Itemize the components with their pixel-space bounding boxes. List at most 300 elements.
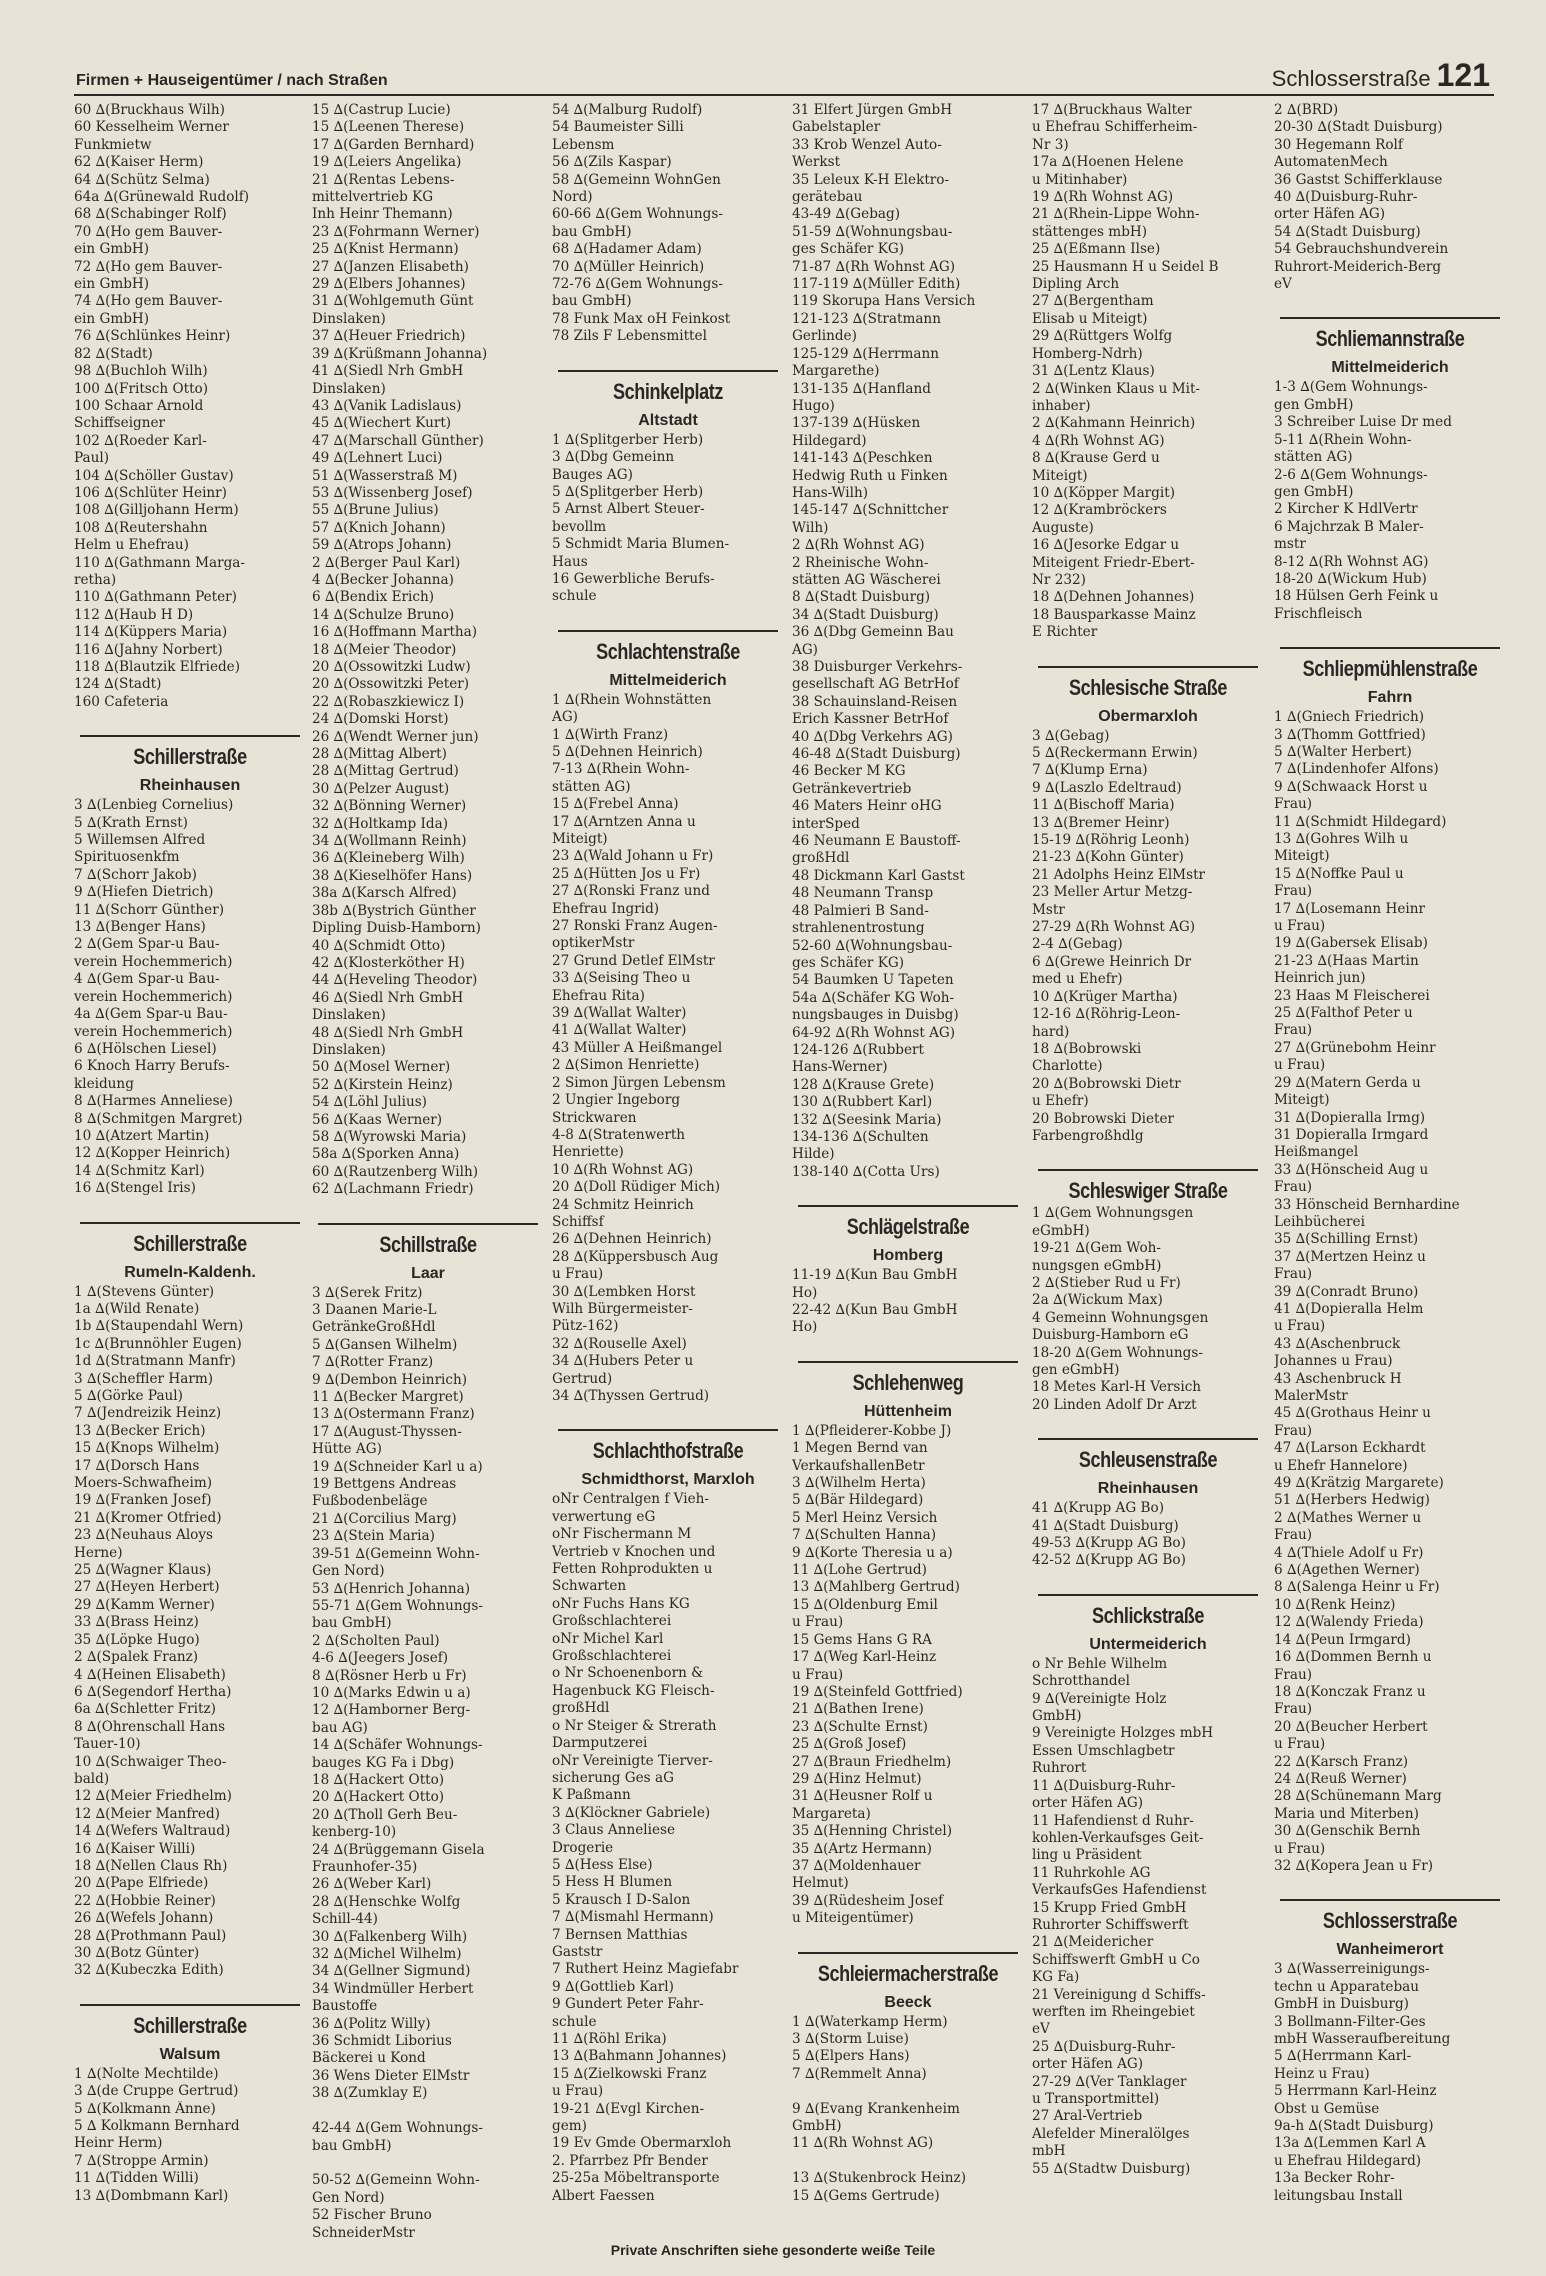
directory-entry: ein GmbH) [74,310,150,327]
directory-entry: u Frau) [1274,1736,1326,1753]
directory-entry: 45 ∆(Wiechert Kurt) [312,415,452,432]
directory-entry: 20 Bobrowski Dieter [1032,1110,1174,1127]
street-section [792,102,1024,1181]
street-title: Schlägelstraße [846,1214,970,1240]
directory-entry: ling u Präsident [1032,1847,1142,1864]
directory-entry: 1a ∆(Wild Renate) [74,1300,200,1317]
directory-entry: stätten AG) [1274,449,1353,466]
directory-entry: 20 ∆(Hackert Otto) [312,1789,445,1806]
directory-entry: Margareta) [792,1805,871,1822]
directory-entry: 3 Schreiber Luise Dr med [1274,414,1452,431]
directory-entry: Ruhrort-Meiderich-Berg [1274,258,1442,275]
street-section [1274,1899,1506,2205]
directory-entry: 34 ∆(Gellner Sigmund) [312,1963,471,1980]
section-divider [1038,666,1258,668]
directory-entry: GmbH) [1032,1708,1082,1725]
directory-entry: 33 Krob Wenzel Auto- [792,136,942,153]
district-name: Wanheimerort [1336,1941,1444,1959]
street-section [792,1205,1024,1337]
directory-entry: 53 ∆(Henrich Johanna) [312,1580,471,1597]
directory-entry: 8 ∆(Stadt Duisburg) [792,589,931,606]
street-title: Schillstraße [379,1231,477,1257]
directory-entry: 11 ∆(Rh Wohnst AG) [792,2135,934,2152]
directory-entry: 6 ∆(Agethen Werner) [1274,1562,1420,1579]
directory-entry: 16 ∆(Dommen Bernh u [1274,1649,1432,1666]
directory-entry: 50-52 ∆(Gemeinn Wohn- [312,2172,480,2189]
directory-entry: 64-92 ∆(Rh Wohnst AG) [792,1024,956,1041]
directory-entry: 27 Aral-Vertrieb [1032,2108,1143,2125]
directory-entry: Farbengroßhdlg [1032,1127,1144,1144]
directory-entry: Bäckerei u Kond [312,2050,426,2067]
directory-entry: Hans-Werner) [792,1059,888,1076]
street-section [552,630,784,1406]
directory-entry: 30 ∆(Lembken Horst [552,1283,696,1300]
directory-entry: Schill-44) [312,1911,378,1928]
directory-entry: 119 Skorupa Hans Versich [792,293,976,310]
section-divider [1038,1169,1258,1171]
directory-entry: 21 ∆(Corcilius Marg) [312,1510,457,1527]
directory-entry: 1 ∆(Rhein Wohnstätten [552,691,712,708]
street-section [1032,102,1264,642]
directory-entry: 18 Metes Karl-H Versich [1032,1379,1202,1396]
directory-entry: nungsbauges in Duisbg) [792,1007,959,1024]
directory-entry: orter Häfen AG) [1032,1795,1144,1812]
directory-entry: Gaststr [552,1943,603,1960]
street-section [312,1223,544,2242]
directory-entry: Auguste) [1032,519,1094,536]
directory-entry: 55 ∆(Stadtw Duisburg) [1032,2160,1191,2177]
directory-entry: 17 ∆(Bruckhaus Walter [1032,102,1192,118]
directory-entry: Wilh) [792,519,829,536]
directory-entry: 39 ∆(Rüdesheim Josef [792,1892,944,1909]
directory-entry: 10 ∆(Atzert Martin) [74,1127,210,1144]
directory-entry: 10 ∆(Rh Wohnst AG) [552,1161,694,1178]
directory-entry: mbH [1032,2143,1066,2160]
directory-entry: 27-29 ∆(Rh Wohnst AG) [1032,919,1196,936]
directory-entry: bald) [74,1770,110,1787]
street-title: Schinkelplatz [613,378,723,404]
directory-entry: 45 ∆(Grothaus Heinr u [1274,1405,1431,1422]
directory-entry: 17 ∆(Weg Karl-Heinz [792,1649,937,1666]
directory-entry: 5-11 ∆(Rhein Wohn- [1274,431,1412,448]
directory-entry: 17a ∆(Hoenen Helene [1032,154,1184,171]
directory-entry: 23 ∆(Neuhaus Aloys [74,1527,214,1544]
directory-entry: 9 ∆(Gottlieb Karl) [552,1978,674,1995]
directory-entry: 3 ∆(Lenbieg Cornelius) [74,797,234,814]
directory-entry: 10 ∆(Marks Edwin u a) [312,1684,471,1701]
directory-entry: 20 ∆(Doll Rüdiger Mich) [552,1179,721,1196]
directory-entry: großHdl [552,1700,610,1717]
directory-entry: 4 ∆(Becker Johanna) [312,571,454,588]
directory-entry: 5 Arnst Albert Steuer- [552,501,705,518]
directory-entry: 25 ∆(Knist Hermann) [312,241,459,258]
directory-entry: 5 ∆(Dehnen Heinrich) [552,743,703,760]
directory-entry: kenberg-10) [312,1824,397,1841]
directory-entry: 42-52 ∆(Krupp AG Bo) [1032,1552,1186,1569]
directory-entry: Heinrich jun) [1274,970,1366,987]
directory-entry [792,2153,1024,2170]
directory-entry: bevollm [552,518,607,535]
directory-entry: 7-13 ∆(Rhein Wohn- [552,761,690,778]
street-title: Schlehenweg [852,1369,964,1395]
directory-entry: 48 Dickmann Karl Gastst [792,867,965,884]
directory-entry: 33 ∆(Brass Heinz) [74,1614,199,1631]
directory-entry: 131-135 ∆(Hanfland [792,380,931,397]
directory-entry: stätten AG) [552,778,631,795]
directory-entry: Wilh Bürgermeister- [552,1300,693,1317]
directory-entry: 1 ∆(Gniech Friedrich) [1274,709,1425,726]
directory-entry: 37 ∆(Moldenhauer [792,1857,921,1874]
directory-entry: 8-12 ∆(Rh Wohnst AG) [1274,553,1429,570]
directory-entry: 8 ∆(Salenga Heinr u Fr) [1274,1579,1440,1596]
directory-entry: 51-59 ∆(Wohnungsbau- [792,223,953,240]
directory-entry: verwertung eG [552,1508,656,1525]
directory-entry: 15 ∆(Leenen Therese) [312,119,465,136]
street-section [1032,1169,1264,1414]
directory-entry: Nord) [552,189,593,206]
street-title: Schliemannstraße [1315,326,1465,352]
directory-entry: gen eGmbH) [1032,1362,1120,1378]
directory-entry: 3 ∆(Scheffler Harm) [74,1370,214,1387]
directory-entry: Ehefrau Rita) [552,987,645,1004]
directory-entry: Miteigt) [1032,467,1088,484]
directory-entry: 8 ∆(Schmitgen Margret) [74,1110,243,1127]
directory-entry: 2. Pfarrbez Pfr Bender [552,2152,708,2169]
directory-entry: 4-8 ∆(Stratenwerth [552,1126,686,1143]
directory-entry: 16 Gewerbliche Berufs- [552,570,715,587]
directory-entry: Darmputzerei [552,1735,648,1752]
directory-entry: 4 ∆(Heinen Elisabeth) [74,1666,226,1683]
directory-entry: 1b ∆(Staupendahl Wern) [74,1318,244,1335]
directory-entry: oNr Centralgen f Vieh- [552,1491,710,1508]
directory-entry: 14 ∆(Schulze Bruno) [312,606,455,623]
directory-entry: 39 ∆(Krüßmann Johanna) [312,345,488,362]
directory-entry: 21 ∆(Meidericher [1032,1934,1154,1951]
directory-entry: 138-140 ∆(Cotta Urs) [792,1163,940,1180]
directory-entry: 27 ∆(Heyen Herbert) [74,1579,220,1596]
directory-entry: 18 ∆(Dehnen Johannes) [1032,589,1195,606]
directory-entry: 112 ∆(Haub H D) [74,606,194,623]
directory-entry: 3 ∆(Thomm Gottfried) [1274,726,1426,743]
directory-entry: 34 ∆(Wollmann Reinh) [312,833,467,850]
directory-entry: 28 ∆(Küppersbusch Aug [552,1248,719,1265]
directory-entry: 5 ∆(Görke Paul) [74,1388,183,1404]
directory-entry: 2-4 ∆(Gebag) [1032,936,1123,953]
street-title: Schlachthofstraße [592,1438,744,1464]
directory-entry: 16 ∆(Hoffmann Martha) [312,624,478,641]
directory-entry: retha) [74,571,117,588]
directory-entry: 16 ∆(Jesorke Edgar u [1032,537,1180,554]
section-divider [558,370,778,372]
directory-entry: 11 ∆(Lohe Gertrud) [792,1562,927,1579]
directory-entry: 12 ∆(Meier Friedhelm) [74,1788,232,1805]
directory-entry: 31 ∆(Lentz Klaus) [1032,363,1155,380]
directory-entry: 137-139 ∆(Hüsken [792,415,921,432]
directory-entry: 35 ∆(Schilling Ernst) [1274,1231,1419,1248]
directory-entry: 54 ∆(Löhl Julius) [312,1094,427,1111]
directory-entry: 54 ∆(Malburg Rudolf) [552,102,703,118]
directory-entry: kohlen-Verkaufsges Geit- [1032,1829,1204,1846]
directory-entry: 6 Knoch Harry Berufs- [74,1058,230,1075]
directory-entry: 35 ∆(Löpke Hugo) [74,1631,200,1648]
directory-entry: 36 ∆(Dbg Gemeinn Bau [792,624,954,641]
directory-entry: stättenges mbH) [1032,223,1148,240]
directory-entry: oNr Fuchs Hans KG [552,1595,690,1612]
directory-entry: 38 Duisburger Verkehrs- [792,659,963,675]
directory-entry: 17 ∆(Garden Bernhard) [312,136,475,153]
directory-entry: 70 ∆(Müller Heinrich) [552,258,705,275]
directory-entry: schule [552,2013,597,2030]
directory-entry: 74 ∆(Ho gem Bauver- [74,293,223,310]
directory-entry: 58a ∆(Sporken Anna) [312,1146,460,1163]
directory-entry: 43 ∆(Aschenbruck [1274,1335,1401,1352]
directory-entry: 7 ∆(Remmelt Anna) [792,2065,927,2082]
directory-entry: 27-29 ∆(Ver Tanklager [1032,2073,1187,2090]
directory-entry: 3 ∆(Gebag) [1032,727,1110,744]
directory-entry: Hildegard) [792,432,867,449]
directory-entry: 21-23 ∆(Kohn Günter) [1032,849,1184,866]
directory-entry: 13 ∆(Mahlberg Gertrud) [792,1579,960,1596]
directory-entry: u Ehefr) [1032,1093,1089,1110]
directory-entry [312,2103,544,2120]
directory-entry: 11 ∆(Duisburg-Ruhr- [1032,1777,1176,1794]
directory-entry: 54a ∆(Schäfer KG Woh- [792,989,955,1006]
directory-entry: 27 ∆(Bergentham [1032,293,1154,310]
directory-entry: Heißmangel [1274,1144,1359,1161]
directory-entry: 23 ∆(Stein Maria) [312,1528,435,1545]
directory-entry: 2 ∆(Simon Henriette) [552,1057,700,1074]
directory-entry: 16 ∆(Stengel Iris) [74,1180,196,1197]
directory-entry: 9 ∆(Vereinigte Holz [1032,1690,1167,1707]
header-street-page [1272,57,1490,94]
directory-entry: Dipling Arch [1032,276,1120,293]
directory-entry: 46 ∆(Siedl Nrh GmbH [312,989,464,1006]
directory-entry: 108 ∆(Gilljohann Herm) [74,502,239,519]
directory-entry: 31 ∆(Dopieralla Irmg) [1274,1109,1426,1126]
directory-entry: 56 ∆(Zils Kaspar) [552,154,672,171]
directory-entry: 49-53 ∆(Krupp AG Bo) [1032,1535,1186,1552]
directory-entry: 7 Bernsen Matthias [552,1926,688,1943]
directory-entry: Charlotte) [1032,1058,1103,1075]
directory-entry: 23 ∆(Schulte Ernst) [792,1718,928,1735]
directory-entry: Frischfleisch [1274,605,1363,622]
directory-entry: 24 Schmitz Heinrich [552,1196,694,1213]
directory-entry: 30 ∆(Falkenberg Wilh) [312,1928,468,1945]
section-divider [798,1205,1018,1207]
directory-entry: u Frau) [1274,1057,1326,1074]
directory-entry: 27 Ronski Franz Augen- [552,918,718,935]
directory-entry: 78 Funk Max oH Feinkost [552,310,731,327]
directory-entry: Frau) [1274,883,1313,900]
directory-entry: SchneiderMstr [312,2224,415,2241]
district-name: Rheinhausen [1097,1480,1199,1498]
directory-entry: 27 Grund Detlef ElMstr [552,952,715,969]
directory-entry: 15-19 ∆(Röhrig Leonh) [1032,832,1190,849]
directory-entry: 100 ∆(Fritsch Otto) [74,380,209,397]
district-name: Mittelmeiderich [1331,359,1449,377]
street-title: Schleusenstraße [1078,1447,1218,1473]
directory-entry: 46 Maters Heinr oHG [792,798,942,815]
directory-entry: Ho) [792,1319,818,1336]
directory-entry: Hugo) [792,397,835,414]
directory-entry: oNr Fischermann M [552,1526,692,1543]
directory-entry: Dinslaken) [312,310,386,327]
directory-entry: 141-143 ∆(Peschken [792,450,933,467]
directory-entry: 41 ∆(Siedl Nrh GmbH [312,363,464,380]
directory-entry: 28 ∆(Mittag Gertrud) [312,763,459,780]
directory-entry: 55 ∆(Brune Julius) [312,502,439,519]
directory-entry: 5 ∆(Reckermann Erwin) [1032,745,1198,761]
directory-entry: Homberg-Ndrh) [1032,345,1143,362]
directory-entry: 110 ∆(Gathmann Peter) [74,589,237,606]
directory-entry: 7 Ruthert Heinz Magiefabr [552,1961,739,1978]
directory-entry: Getränkevertrieb [792,780,912,797]
directory-entry: 20 ∆(Ossowitzki Ludw) [312,659,471,675]
directory-entry: u Frau) [792,1614,844,1631]
directory-entry: u Transportmittel) [1032,2091,1160,2107]
directory-entry: Lebensm [552,136,615,153]
directory-entry: 22-42 ∆(Kun Bau GmbH [792,1302,958,1318]
directory-entry: 32 ∆(Kopera Jean u Fr) [1274,1857,1434,1874]
directory-entry: 19 Bettgens Andreas [312,1476,457,1493]
directory-entry: 7 ∆(Rotter Franz) [312,1354,434,1371]
directory-entry: 36 Schmidt Liborius [312,2033,452,2050]
directory-entry: Frau) [1274,796,1313,813]
directory-entry: 160 Cafeteria [74,693,169,710]
directory-entry: 1 ∆(Nolte Mechtilde) [74,2065,219,2082]
directory-entry: 3 ∆(Serek Fritz) [312,1284,423,1301]
directory-entry: 1-3 ∆(Gem Wohnungs- [1274,379,1428,396]
directory-entry: Fetten Rohprodukten u [552,1561,713,1578]
directory-entry: 2 ∆(Rh Wohnst AG) [792,537,925,554]
directory-entry: 5 ∆(Walter Herbert) [1274,743,1412,760]
directory-entry: 27 ∆(Ronski Franz und [552,883,710,900]
directory-entry: 22 ∆(Robaszkiewicz I) [312,693,465,710]
directory-entry: 2 ∆(Mathes Werner u [1274,1509,1422,1526]
directory-entry: inhaber) [1032,397,1091,414]
directory-entry: Margarethe) [792,363,880,380]
directory-entry: 46-48 ∆(Stadt Duisburg) [792,746,961,763]
directory-entry: 104 ∆(Schöller Gustav) [74,467,234,484]
directory-entry: 1 Megen Bernd van [792,1440,928,1457]
directory-entry: 3 ∆(Klöckner Gabriele) [552,1804,711,1821]
directory-entry: 38 Schauinsland-Reisen [792,693,958,710]
directory-entry: 49 ∆(Krätzig Margarete) [1274,1475,1444,1492]
directory-entry: 4 ∆(Thiele Adolf u Fr) [1274,1544,1424,1561]
directory-entry: 54 Baumeister Silli [552,119,684,136]
directory-entry: 8 ∆(Ohrenschall Hans [74,1718,226,1735]
directory-entry: 30 Hegemann Rolf [1274,136,1403,153]
directory-entry: 34 ∆(Thyssen Gertrud) [552,1388,710,1404]
directory-entry: Hedwig Ruth u Finken [792,467,948,484]
directory-entry: 5 ∆(Gansen Wilhelm) [312,1336,458,1353]
directory-entry: 134-136 ∆(Schulten [792,1128,929,1145]
directory-entry: 9 ∆(Schwaack Horst u [1274,778,1428,795]
directory-entry: u Frau) [792,1666,844,1683]
directory-entry: 21 ∆(Kromer Otfried) [74,1509,222,1526]
directory-entry: mbH Wasseraufbereitung [1274,2031,1451,2047]
directory-entry: 108 ∆(Reutershahn [74,519,208,536]
directory-entry: GmbH) [792,2118,842,2135]
directory-entry: 18-20 ∆(Wickum Hub) [1274,570,1427,587]
directory-entry: 12 ∆(Kopper Heinrich) [74,1145,231,1162]
directory-entry: 8 ∆(Rösner Herb u Fr) [312,1667,467,1684]
directory-entry: leitungsbau Install [1274,2187,1403,2204]
directory-entry: 12 ∆(Walendy Frieda) [1274,1614,1424,1631]
directory-entry: 29 ∆(Rüttgers Wolfg [1032,328,1173,345]
directory-entry: 5 ∆(Bär Hildegard) [792,1492,924,1509]
directory-entry: Inh Heinr Themann) [312,206,453,223]
directory-entry [792,2083,1024,2100]
directory-entry: 125-129 ∆(Herrmann [792,345,940,362]
directory-entry: 14 ∆(Schmitz Karl) [74,1162,205,1179]
directory-entry: 15 ∆(Zielkowski Franz [552,2065,707,2082]
directory-entry: 15 ∆(Knops Wilhelm) [74,1440,220,1457]
district-name: Laar [411,1264,445,1282]
directory-entry: 4 Gemeinn Wohnungsgen [1032,1309,1209,1326]
directory-entry: 26 ∆(Wendt Werner jun) [312,728,479,745]
page-footer-note: Private Anschriften siehe gesonderte weiße Teile [610,2242,936,2258]
directory-entry: 26 ∆(Weber Karl) [312,1876,432,1893]
directory-entry: ein GmbH) [74,241,150,258]
directory-entry: 130 ∆(Rubbert Karl) [792,1094,933,1111]
directory-entry: Nr 3) [1032,136,1069,153]
directory-entry: Frau) [1274,1179,1313,1196]
directory-entry: 52 ∆(Kirstein Heinz) [312,1076,453,1093]
directory-entry: verein Hochemmerich) [74,988,233,1005]
directory-entry: 19-21 ∆(Evgl Kirchen- [552,2100,705,2117]
district-name: Obermarxloh [1098,707,1198,725]
directory-entry: 7 ∆(Lindenhofer Alfons) [1274,761,1439,778]
directory-entry: bau GmbH) [552,223,632,240]
directory-entry: Frau) [1274,1527,1313,1544]
directory-entry: 4 ∆(Rh Wohnst AG) [1032,432,1165,449]
directory-entry: 40 ∆(Schmidt Otto) [312,937,446,954]
directory-entry: 25 Hausmann H u Seidel B [1032,258,1219,275]
directory-entry: 62 ∆(Lachmann Friedr) [312,1181,474,1198]
directory-entry: 46 Becker M KG [792,763,906,780]
directory-entry: 78 Zils F Lebensmittel [552,328,707,345]
directory-entry: 62 ∆(Kaiser Herm) [74,154,204,171]
directory-entry: 12 ∆(Meier Manfred) [74,1805,220,1822]
district-name: Mittelmeiderich [609,671,727,689]
directory-entry: Gerlinde) [792,328,857,345]
directory-entry: großHdl [792,850,850,867]
directory-entry: 18 Bausparkasse Mainz [1032,606,1196,623]
directory-entry: Mstr [1032,901,1065,918]
directory-entry: AG) [552,709,578,726]
directory-column-5 [1032,102,1264,2186]
directory-column-4 [792,102,1024,2213]
directory-entry: 60 ∆(Rautzenberg Wilh) [312,1163,478,1180]
directory-entry: 15 ∆(Noffke Paul u [1274,865,1404,882]
directory-entry: optikerMstr [552,935,635,952]
street-section [74,1222,306,1980]
page-header [74,58,1494,96]
directory-entry: 25 ∆(Hütten Jos u Fr) [552,865,701,882]
street-section [1274,647,1506,1875]
directory-entry: 11 ∆(Röhl Erika) [552,2031,667,2047]
directory-entry: 40 ∆(Duisburg-Ruhr- [1274,189,1418,206]
directory-entry: Ehefrau Ingrid) [552,900,660,917]
directory-entry: Schiffseigner [74,415,166,432]
directory-entry: 9 ∆(Korte Theresia u a) [792,1544,953,1561]
directory-entry: 102 ∆(Roeder Karl- [74,432,207,449]
directory-entry: 60 ∆(Bruckhaus Wilh) [74,102,225,118]
directory-entry: 117-119 ∆(Müller Edith) [792,276,961,293]
directory-entry: hard) [1032,1023,1070,1040]
directory-entry: Erich Kassner BetrHof [792,711,949,728]
